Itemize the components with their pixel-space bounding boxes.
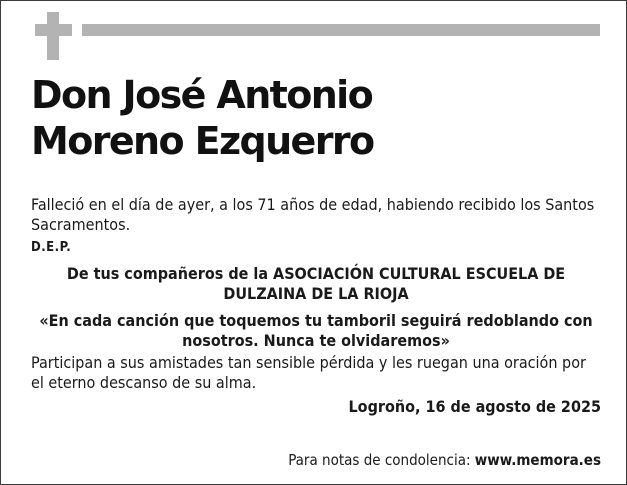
- from-organization: [31, 264, 601, 304]
- footer-condolence: [288, 451, 601, 469]
- organization-name: ASOCIACIÓN CULTURAL ESCUELA DE DULZAINA DE LA RIOJA: [223, 264, 566, 303]
- place-date: Logroño, 16 de agosto de 2025: [348, 397, 601, 416]
- death-notice-paragraph: Falleció en el día de ayer, a los 71 años de edad, habiendo recibido los Santos Sacramentos.: [31, 195, 595, 234]
- cross-icon: [47, 12, 59, 60]
- deceased-name: [31, 72, 601, 164]
- dep-label: D.E.P.: [31, 240, 72, 255]
- deceased-name-line2: Moreno Ezquerro: [31, 119, 374, 163]
- header-divider-bar: [82, 24, 600, 36]
- cross-icon-arm: [35, 24, 72, 36]
- deceased-name-line1: Don José Antonio: [31, 73, 373, 117]
- from-prefix: De tus compañeros de la: [66, 264, 274, 283]
- condolence-paragraph: Participan a sus amistades tan sensible pérdida y les ruegan una oración por el eterno descanso de su alma.: [31, 353, 586, 392]
- memora-link[interactable]: www.memora.es: [474, 451, 601, 469]
- footer-label: Para notas de condolencia:: [288, 451, 475, 469]
- memorial-quote: «En cada canción que toquemos tu tamboril seguirá redoblando con nosotros. Nunca te olvidaremos»: [39, 311, 593, 350]
